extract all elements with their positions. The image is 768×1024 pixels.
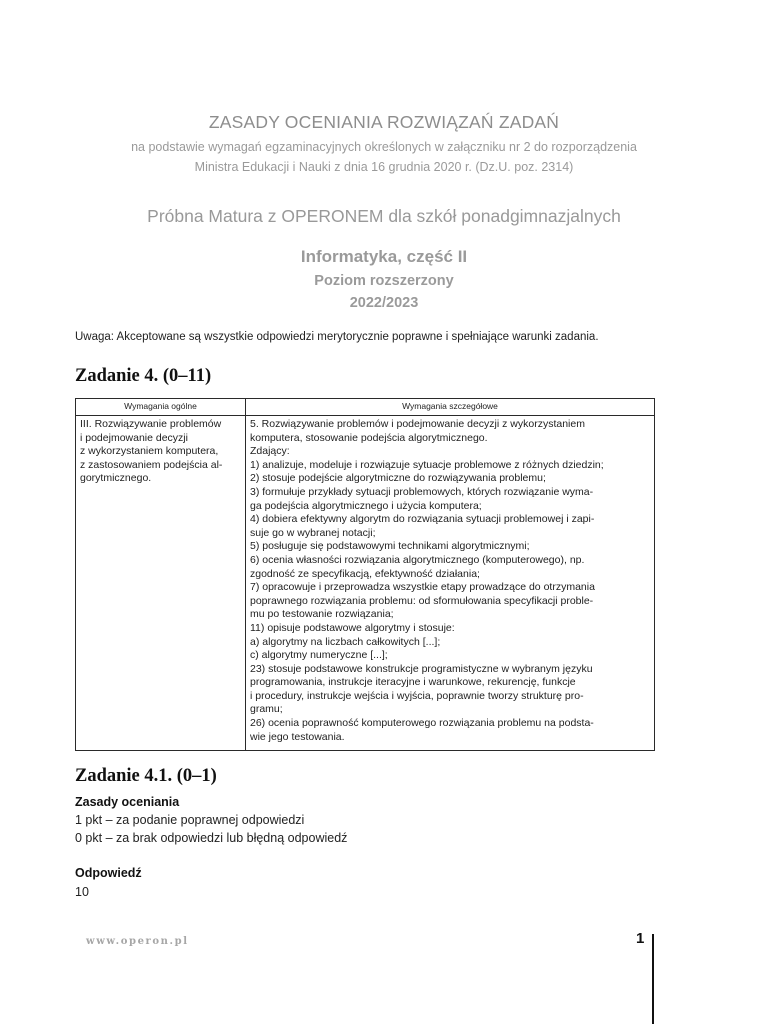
- requirements-table: [75, 398, 655, 751]
- detailed-line: Zdający:: [250, 445, 290, 458]
- detailed-line: 23) stosuje podstawowe konstrukcje programistyczne w wybranym języku: [250, 662, 593, 675]
- detailed-line: komputera, stosowanie podejścia algorytmicznego.: [250, 431, 488, 444]
- detailed-line: mu po testowanie rozwiązania;: [250, 608, 394, 621]
- general-line: III. Rozwiązywanie problemów: [80, 418, 222, 430]
- detailed-line: ga podejścia algorytmicznego i użycia komputera;: [250, 499, 482, 512]
- level-label: Poziom rozszerzony: [314, 273, 454, 289]
- detailed-line: zgodność ze specyfikacją, efektywność działania;: [250, 567, 480, 580]
- table-header-row: [76, 399, 655, 416]
- detailed-line: poprawnego rozwiązania problemu: od sformułowania specyfikacji proble-: [250, 594, 594, 607]
- acceptance-note: Uwaga: Akceptowane są wszystkie odpowiedzi merytorycznie poprawne i spełniające warunki zadania.: [75, 331, 599, 343]
- scoring-rule: 1 pkt – za podanie poprawnej odpowiedzi: [75, 813, 305, 827]
- detailed-line: i procedury, instrukcje wejścia i wyjścia, poprawnie tworzy strukturę pro-: [250, 689, 584, 702]
- detailed-line: 5) posługuje się podstawowymi technikami algorytmicznymi;: [250, 540, 530, 553]
- legal-basis-line-2: Ministra Edukacji i Nauki z dnia 16 grudnia 2020 r. (Dz.U. poz. 2314): [194, 160, 574, 174]
- detailed-requirements-header: Wymagania szczegółowe: [246, 399, 655, 416]
- detailed-requirements-cell: [246, 416, 655, 751]
- detailed-line: 11) opisuje podstawowe algorytmy i stosuje:: [250, 621, 455, 634]
- detailed-line: 3) formułuje przykłady sytuacji problemowych, których rozwiązanie wyma-: [250, 485, 594, 498]
- detailed-line: c) algorytmy numeryczne [...];: [250, 649, 388, 662]
- general-requirements-cell: [76, 416, 246, 751]
- scoring-rules-label: Zasady oceniania: [75, 795, 180, 809]
- answer-label: Odpowiedź: [75, 866, 142, 880]
- detailed-line: 2) stosuje podejście algorytmiczne do rozwiązywania problemu;: [250, 472, 546, 485]
- general-line: z wykorzystaniem komputera,: [80, 445, 219, 458]
- exam-name: Próbna Matura z OPERONEM dla szkół ponadgimnazjalnych: [147, 206, 621, 226]
- page-number: 1: [636, 930, 645, 947]
- detailed-line: suje go w wybranej notacji;: [250, 526, 376, 539]
- detailed-line: 7) opracowuje i przeprowadza wszystkie etapy prowadzące do otrzymania: [250, 581, 595, 594]
- general-requirements-header: Wymagania ogólne: [76, 399, 246, 416]
- detailed-line: a) algorytmy na liczbach całkowitych [...];: [250, 635, 441, 648]
- general-line: i podejmowanie decyzji: [80, 431, 188, 444]
- detailed-line: 4) dobiera efektywny algorytm do rozwiązania sytuacji problemowej i zapi-: [250, 513, 595, 526]
- detailed-line: 26) ocenia poprawność komputerowego rozwiązania problemu na podsta-: [250, 717, 594, 730]
- document-title: ZASADY OCENIANIA ROZWIĄZAŃ ZADAŃ: [208, 112, 560, 132]
- task-4-1-heading: Zadanie 4.1. (0–1): [75, 766, 217, 786]
- general-line: z zastosowaniem podejścia al-: [80, 458, 223, 471]
- detailed-line: programowania, instrukcje iteracyjne i warunkowe, rekurencję, funkcje: [250, 676, 576, 689]
- table-row: [76, 416, 655, 751]
- school-year: 2022/2023: [349, 295, 419, 311]
- task-4-heading: Zadanie 4. (0–11): [75, 366, 212, 386]
- scoring-rule: 0 pkt – za brak odpowiedzi lub błędną odpowiedź: [75, 831, 348, 845]
- subject-title: Informatyka, część II: [300, 247, 468, 266]
- detailed-line: 6) ocenia własności rozwiązania algorytmicznego (komputerowego), np.: [250, 553, 585, 566]
- answer-value: 10: [75, 885, 89, 899]
- detailed-line: 1) analizuje, modeluje i rozwiązuje sytuacje problemowe z różnych dziedzin;: [250, 458, 604, 471]
- general-line: gorytmicznego.: [80, 472, 152, 485]
- detailed-line: gramu;: [250, 703, 283, 716]
- legal-basis-line-1: na podstawie wymagań egzaminacyjnych określonych w załączniku nr 2 do rozporządzenia: [131, 140, 637, 154]
- footer-url: www.operon.pl: [86, 936, 189, 947]
- detailed-line: 5. Rozwiązywanie problemów i podejmowanie decyzji z wykorzystaniem: [250, 418, 585, 430]
- margin-rule: [652, 934, 654, 1024]
- detailed-line: wie jego testowania.: [250, 730, 345, 743]
